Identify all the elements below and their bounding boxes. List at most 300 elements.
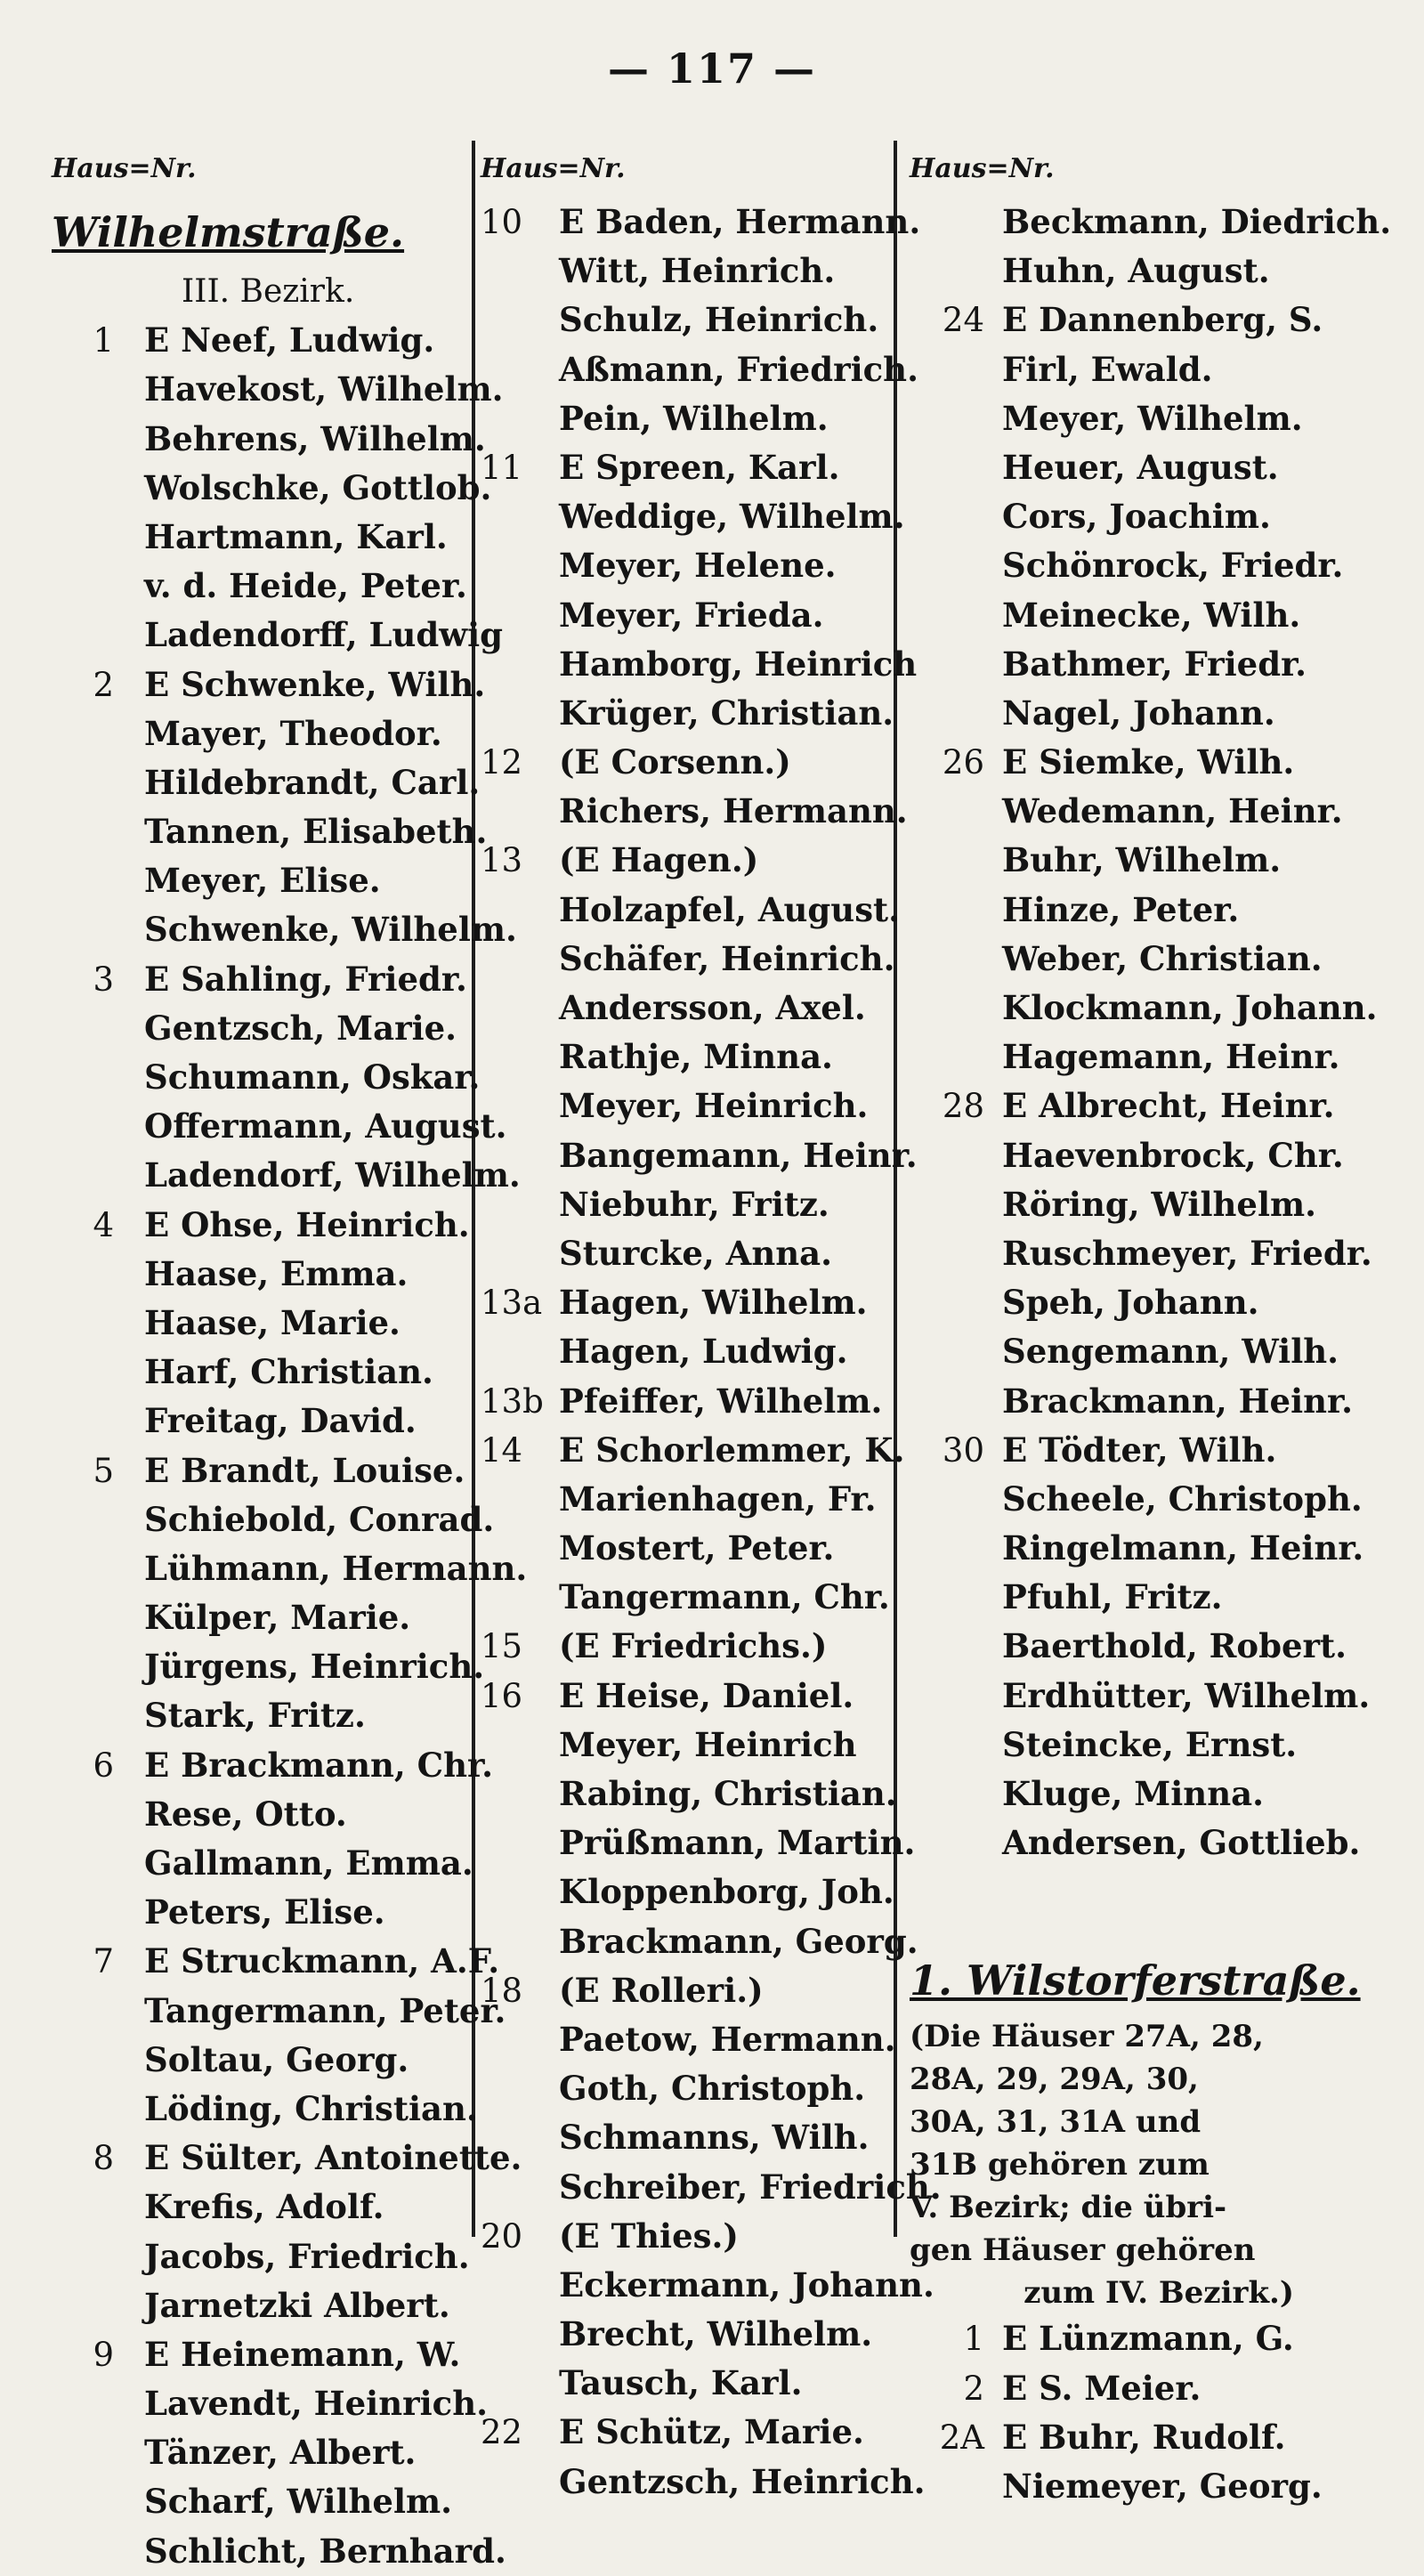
directory-entry bbox=[481, 2113, 897, 2162]
resident-name: E Buhr, Rudolf. bbox=[1002, 2417, 1286, 2457]
resident-name: E Sahling, Friedr. bbox=[144, 959, 467, 999]
resident-name: Witt, Heinrich. bbox=[559, 251, 836, 291]
house-number: 13 bbox=[481, 841, 523, 880]
resident-name: Wolschke, Gottlob. bbox=[144, 467, 492, 507]
resident-name: Niebuhr, Fritz. bbox=[559, 1184, 829, 1224]
directory-entry bbox=[52, 365, 504, 414]
resident-name: Stark, Fritz. bbox=[144, 1696, 366, 1736]
resident-name: Schreiber, Friedrich. bbox=[559, 2167, 942, 2207]
directory-entry bbox=[910, 640, 1408, 689]
directory-entry bbox=[52, 2085, 477, 2134]
note-line: V. Bezirk; die übri- bbox=[910, 2190, 1227, 2226]
directory-entry bbox=[481, 1721, 897, 1770]
resident-name: Andersson, Axel. bbox=[559, 988, 866, 1027]
resident-name: Goth, Christoph. bbox=[559, 2069, 866, 2109]
resident-name: Rathje, Minna. bbox=[559, 1037, 833, 1077]
resident-name: Schumann, Oskar. bbox=[144, 1057, 481, 1097]
directory-entry bbox=[52, 807, 488, 856]
resident-name: Prüßmann, Martin. bbox=[559, 1823, 916, 1863]
directory-entry bbox=[481, 2163, 942, 2212]
resident-name: Freitag, David. bbox=[144, 1401, 417, 1441]
directory-entry bbox=[481, 1475, 897, 1524]
directory-entry bbox=[910, 1573, 1408, 1622]
resident-name: Paetow, Hermann. bbox=[559, 2019, 896, 2059]
directory-entry bbox=[52, 1790, 477, 1839]
resident-name: Schlicht, Bernhard. bbox=[144, 2531, 506, 2571]
resident-name: Röring, Wilhelm. bbox=[1002, 1184, 1317, 1224]
house-number: 9 bbox=[93, 2335, 114, 2374]
resident-name: Kloppenborg, Joh. bbox=[559, 1872, 894, 1912]
directory-entry bbox=[52, 758, 481, 807]
directory-entry bbox=[481, 394, 897, 443]
resident-name: Peters, Elise. bbox=[144, 1892, 385, 1932]
section-gap bbox=[910, 1867, 1408, 1930]
resident-name: E Brackmann, Chr. bbox=[144, 1745, 494, 1785]
directory-entry bbox=[481, 198, 921, 247]
resident-name: Hamborg, Heinrich bbox=[559, 644, 918, 684]
resident-name: Huhn, August. bbox=[1002, 251, 1270, 291]
street-heading: 1. Wilstorferstraße. bbox=[910, 1956, 1361, 2005]
resident-name: Sturcke, Anna. bbox=[559, 1233, 833, 1273]
directory-entry bbox=[52, 905, 517, 954]
resident-name: E Siemke, Wilh. bbox=[1002, 742, 1295, 782]
resident-name: Krefis, Adolf. bbox=[144, 2187, 384, 2227]
street-note bbox=[910, 2015, 1408, 2314]
resident-name: Hartmann, Karl. bbox=[144, 516, 448, 556]
resident-name: Firl, Ewald. bbox=[1002, 349, 1213, 389]
directory-entry bbox=[910, 984, 1408, 1033]
house-number: 24 bbox=[942, 301, 984, 340]
resident-name: Meyer, Heinrich. bbox=[559, 1086, 869, 1126]
resident-name: Mayer, Theodor. bbox=[144, 713, 442, 753]
resident-name: Beckmann, Diedrich. bbox=[1002, 202, 1392, 241]
house-number: 13b bbox=[481, 1381, 544, 1421]
resident-name: Heuer, August. bbox=[1002, 447, 1279, 487]
resident-name: Rabing, Christian. bbox=[559, 1774, 897, 1813]
resident-name: Scheele, Christoph. bbox=[1002, 1478, 1363, 1519]
directory-entry bbox=[52, 464, 492, 513]
directory-entry bbox=[481, 1327, 897, 1376]
resident-name: (E Friedrichs.) bbox=[559, 1626, 828, 1666]
house-number: 22 bbox=[481, 2413, 523, 2452]
resident-name: E Neef, Ludwig. bbox=[144, 320, 435, 360]
resident-name: Bathmer, Friedr. bbox=[1002, 644, 1307, 684]
directory-entry bbox=[52, 1348, 477, 1397]
directory-entry bbox=[52, 2330, 477, 2379]
resident-name: Gentzsch, Marie. bbox=[144, 1008, 457, 1048]
directory-entry bbox=[52, 2428, 477, 2477]
directory-entry bbox=[910, 591, 1408, 640]
house-number: 1 bbox=[93, 321, 114, 360]
directory-entry bbox=[481, 1966, 897, 2015]
resident-name: Ladendorff, Ludwig bbox=[144, 615, 504, 655]
directory-entry bbox=[481, 1131, 918, 1180]
entry-list bbox=[910, 2314, 1408, 2511]
directory-entry bbox=[910, 1721, 1408, 1770]
directory-entry bbox=[481, 1917, 918, 1966]
house-number: 8 bbox=[93, 2139, 114, 2178]
directory-entry bbox=[910, 1278, 1408, 1327]
directory-entry bbox=[910, 541, 1408, 590]
note-line: 28A, 29, 29A, 30, bbox=[910, 2062, 1199, 2098]
directory-entry bbox=[910, 1033, 1408, 1081]
directory-entry bbox=[52, 856, 477, 905]
directory-entry bbox=[910, 345, 1408, 394]
directory-entry bbox=[52, 1102, 507, 1151]
resident-name: Hagen, Wilhelm. bbox=[559, 1283, 868, 1323]
directory-entry bbox=[52, 1888, 477, 1937]
resident-name: Tänzer, Albert. bbox=[144, 2433, 417, 2473]
directory-entry bbox=[910, 296, 1408, 344]
resident-name: E Sülter, Antoinette. bbox=[144, 2138, 522, 2178]
resident-name: Meyer, Helene. bbox=[559, 546, 837, 586]
directory-entry bbox=[910, 2413, 1408, 2462]
directory-entry bbox=[481, 689, 897, 738]
resident-name: E Heise, Daniel. bbox=[559, 1675, 854, 1715]
directory-entry bbox=[481, 1426, 905, 1475]
resident-name: Külper, Marie. bbox=[144, 1598, 411, 1638]
directory-entry bbox=[910, 1672, 1408, 1721]
directory-entry bbox=[52, 1987, 506, 2036]
resident-name: Jacobs, Friedrich. bbox=[144, 2236, 470, 2276]
resident-name: Haevenbrock, Chr. bbox=[1002, 1135, 1344, 1175]
resident-name: Tangermann, Peter. bbox=[144, 1990, 506, 2030]
resident-name: Soltau, Georg. bbox=[144, 2039, 409, 2079]
house-number: 26 bbox=[942, 743, 984, 782]
directory-entry bbox=[52, 2477, 477, 2526]
resident-name: Haase, Marie. bbox=[144, 1302, 400, 1342]
directory-entry bbox=[52, 660, 486, 709]
resident-name: E Dannenberg, S. bbox=[1002, 300, 1323, 340]
directory-entry bbox=[481, 1819, 916, 1867]
resident-name: v. d. Heide, Peter. bbox=[144, 566, 467, 606]
directory-entry bbox=[910, 198, 1408, 247]
resident-name: Baerthold, Robert. bbox=[1002, 1626, 1347, 1666]
directory-entry bbox=[481, 1278, 897, 1327]
column-header: Haus=Nr. bbox=[910, 153, 1055, 184]
note-line: zum IV. Bezirk.) bbox=[1024, 2275, 1294, 2312]
directory-entry bbox=[910, 1180, 1408, 1229]
entry-list bbox=[481, 198, 942, 2507]
resident-name: Ladendorf, Wilhelm. bbox=[144, 1155, 521, 1195]
note-line: (Die Häuser 27A, 28, bbox=[910, 2019, 1264, 2055]
house-number: 14 bbox=[481, 1430, 523, 1470]
directory-entry bbox=[52, 562, 477, 611]
resident-name: (E Corsenn.) bbox=[559, 742, 791, 782]
directory-entry bbox=[52, 2232, 477, 2281]
directory-entry bbox=[910, 492, 1408, 541]
resident-name: Gentzsch, Heinrich. bbox=[559, 2461, 926, 2501]
directory-entry bbox=[52, 1642, 485, 1691]
resident-name: Marienhagen, Fr. bbox=[559, 1478, 877, 1519]
directory-entry bbox=[910, 2314, 1408, 2363]
column-header: Haus=Nr. bbox=[481, 153, 626, 184]
directory-entry bbox=[910, 1229, 1408, 1278]
resident-name: Cors, Joachim. bbox=[1002, 497, 1271, 537]
directory-entry bbox=[910, 1377, 1408, 1426]
directory-entry bbox=[52, 2379, 488, 2428]
directory-entry bbox=[910, 886, 1408, 935]
resident-name: Nagel, Johann. bbox=[1002, 693, 1275, 733]
directory-entry bbox=[481, 984, 897, 1033]
house-number: 16 bbox=[481, 1676, 523, 1715]
note-line: 31B gehören zum bbox=[910, 2147, 1210, 2183]
house-number: 7 bbox=[93, 1942, 114, 1981]
resident-name: Mostert, Peter. bbox=[559, 1528, 835, 1568]
resident-name: E Spreen, Karl. bbox=[559, 447, 840, 487]
resident-name: Brecht, Wilhelm. bbox=[559, 2314, 873, 2354]
resident-name: Meyer, Frieda. bbox=[559, 595, 824, 635]
house-number: 28 bbox=[942, 1087, 984, 1126]
resident-name: Aßmann, Friedrich. bbox=[559, 349, 918, 389]
resident-name: Klockmann, Johann. bbox=[1002, 988, 1378, 1027]
resident-name: Lavendt, Heinrich. bbox=[144, 2384, 488, 2424]
house-number: 12 bbox=[481, 743, 523, 782]
resident-name: Meinecke, Wilh. bbox=[1002, 595, 1301, 635]
resident-name: Pfuhl, Fritz. bbox=[1002, 1577, 1223, 1617]
resident-name: E Schwenke, Wilh. bbox=[144, 664, 486, 704]
directory-entry bbox=[481, 1033, 897, 1081]
resident-name: Schwenke, Wilhelm. bbox=[144, 910, 517, 950]
resident-name: Richers, Hermann. bbox=[559, 791, 908, 831]
resident-name: E Baden, Hermann. bbox=[559, 202, 921, 241]
resident-name: E Struckmann, A.F. bbox=[144, 1941, 500, 1981]
resident-name: Havekost, Wilhelm. bbox=[144, 369, 504, 409]
resident-name: Holzapfel, August. bbox=[559, 889, 901, 929]
directory-entry bbox=[910, 689, 1408, 738]
directory-entry bbox=[52, 2527, 506, 2576]
resident-name: Behrens, Wilhelm. bbox=[144, 418, 486, 458]
resident-name: Schönrock, Friedr. bbox=[1002, 546, 1344, 586]
directory-entry bbox=[481, 640, 918, 689]
note-line: 30A, 31, 31A und bbox=[910, 2104, 1202, 2141]
directory-entry bbox=[52, 513, 477, 562]
resident-name: Scharf, Wilhelm. bbox=[144, 2482, 453, 2522]
directory-entry bbox=[52, 1446, 477, 1495]
resident-name: Hildebrandt, Carl. bbox=[144, 762, 481, 802]
directory-entry bbox=[910, 1426, 1408, 1475]
column-3 bbox=[910, 141, 1408, 2511]
resident-name: (E Thies.) bbox=[559, 2216, 739, 2256]
resident-name: E Schorlemmer, K. bbox=[559, 1430, 905, 1470]
directory-entry bbox=[910, 738, 1408, 787]
resident-name: Haase, Emma. bbox=[144, 1253, 409, 1293]
directory-entry bbox=[481, 1573, 897, 1622]
house-number: 30 bbox=[942, 1430, 984, 1470]
resident-name: E Heinemann, W. bbox=[144, 2334, 461, 2374]
directory-entry bbox=[52, 1839, 477, 1888]
resident-name: Löding, Christian. bbox=[144, 2088, 478, 2128]
resident-name: Pfeiffer, Wilhelm. bbox=[559, 1381, 883, 1421]
resident-name: Hagen, Ludwig. bbox=[559, 1332, 848, 1372]
resident-name: Eckermann, Johann. bbox=[559, 2264, 934, 2305]
resident-name: Wedemann, Heinr. bbox=[1002, 791, 1343, 831]
resident-name: Weddige, Wilhelm. bbox=[559, 497, 905, 537]
house-number: 18 bbox=[481, 1971, 523, 2010]
house-number: 10 bbox=[481, 203, 523, 241]
directory-entry bbox=[52, 955, 477, 1004]
resident-name: E Albrecht, Heinr. bbox=[1002, 1086, 1335, 1126]
resident-name: Hagemann, Heinr. bbox=[1002, 1037, 1340, 1077]
resident-name: Erdhütter, Wilhelm. bbox=[1002, 1675, 1371, 1715]
house-number: 1 bbox=[963, 2320, 984, 2359]
directory-entry bbox=[52, 2134, 522, 2183]
resident-name: Schiebold, Conrad. bbox=[144, 1499, 495, 1539]
directory-entry bbox=[52, 316, 477, 365]
house-number: 20 bbox=[481, 2216, 523, 2256]
directory-entry bbox=[910, 1622, 1408, 1671]
directory-entry bbox=[481, 296, 897, 344]
directory-entry bbox=[910, 1131, 1408, 1180]
resident-name: Meyer, Heinrich bbox=[559, 1724, 857, 1764]
resident-name: E Lünzmann, G. bbox=[1002, 2319, 1294, 2359]
resident-name: E Schütz, Marie. bbox=[559, 2412, 864, 2452]
resident-name: Andersen, Gottlieb. bbox=[1002, 1823, 1361, 1863]
directory-entry bbox=[481, 1180, 897, 1229]
directory-entry bbox=[52, 1544, 528, 1593]
directory-entry bbox=[52, 2281, 477, 2330]
directory-entry bbox=[910, 394, 1408, 443]
house-number: 2 bbox=[93, 665, 114, 704]
resident-name: Tangermann, Chr. bbox=[559, 1577, 890, 1617]
directory-entry bbox=[910, 1819, 1408, 1867]
house-number: 3 bbox=[93, 960, 114, 999]
resident-name: Sengemann, Wilh. bbox=[1002, 1332, 1339, 1372]
directory-entry bbox=[481, 2064, 897, 2113]
resident-name: E S. Meier. bbox=[1002, 2368, 1202, 2408]
resident-name: Schmanns, Wilh. bbox=[559, 2118, 870, 2158]
house-number: 2A bbox=[939, 2418, 984, 2457]
street-heading: Wilhelmstraße. bbox=[52, 208, 405, 256]
resident-name: Schäfer, Heinrich. bbox=[559, 938, 895, 978]
house-number: 13a bbox=[481, 1284, 543, 1323]
directory-entry bbox=[910, 1327, 1408, 1376]
directory-entry bbox=[52, 1004, 477, 1053]
directory-entry bbox=[481, 2212, 897, 2261]
directory-entry bbox=[481, 1672, 897, 1721]
resident-name: E Ohse, Heinrich. bbox=[144, 1204, 470, 1244]
resident-name: Niemeyer, Georg. bbox=[1002, 2466, 1323, 2506]
directory-entry bbox=[910, 1081, 1408, 1130]
directory-entry bbox=[481, 1770, 897, 1819]
note-line: gen Häuser gehören bbox=[910, 2232, 1256, 2269]
resident-name: Rese, Otto. bbox=[144, 1794, 347, 1834]
directory-entry bbox=[481, 492, 905, 541]
directory-entry bbox=[481, 345, 918, 394]
directory-entry bbox=[481, 2458, 926, 2507]
directory-entry bbox=[910, 935, 1408, 984]
resident-name: Schulz, Heinrich. bbox=[559, 300, 879, 340]
directory-entry bbox=[481, 2261, 934, 2310]
directory-entry bbox=[52, 1299, 477, 1348]
column-header: Haus=Nr. bbox=[52, 153, 197, 184]
resident-name: Lühmann, Hermann. bbox=[144, 1548, 528, 1588]
resident-name: Offermann, August. bbox=[144, 1106, 507, 1146]
directory-entry bbox=[481, 2310, 897, 2359]
resident-name: Speh, Johann. bbox=[1002, 1283, 1259, 1323]
resident-name: Brackmann, Heinr. bbox=[1002, 1381, 1354, 1421]
resident-name: E Tödter, Wilh. bbox=[1002, 1430, 1277, 1470]
directory-entry bbox=[910, 1524, 1408, 1573]
house-number: 15 bbox=[481, 1627, 523, 1666]
directory-entry bbox=[481, 1622, 897, 1671]
directory-entry bbox=[52, 2036, 477, 2085]
resident-name: (E Hagen.) bbox=[559, 840, 759, 880]
directory-entry bbox=[481, 738, 897, 787]
directory-entry bbox=[52, 415, 486, 464]
resident-name: Hinze, Peter. bbox=[1002, 889, 1240, 929]
directory-entry bbox=[910, 787, 1408, 836]
directory-entry bbox=[481, 2408, 897, 2457]
directory-entry bbox=[481, 1524, 897, 1573]
directory-entry bbox=[52, 1741, 494, 1790]
house-number: 2 bbox=[963, 2369, 984, 2408]
resident-name: Pein, Wilhelm. bbox=[559, 398, 829, 438]
directory-entry bbox=[481, 836, 897, 885]
resident-name: Harf, Christian. bbox=[144, 1352, 433, 1392]
resident-name: Gallmann, Emma. bbox=[144, 1843, 473, 1883]
directory-entry bbox=[910, 2462, 1408, 2511]
resident-name: Meyer, Elise. bbox=[144, 861, 381, 901]
directory-entry bbox=[481, 443, 897, 492]
directory-entry bbox=[481, 787, 908, 836]
directory-entry bbox=[481, 591, 897, 640]
resident-name: Weber, Christian. bbox=[1002, 938, 1323, 978]
directory-entry bbox=[52, 1397, 477, 1446]
directory-entry bbox=[52, 1053, 481, 1102]
resident-name: Tannen, Elisabeth. bbox=[144, 812, 488, 852]
district-label: III. Bezirk. bbox=[182, 273, 355, 310]
directory-entry bbox=[481, 2015, 897, 2064]
directory-entry bbox=[910, 443, 1408, 492]
directory-entry bbox=[481, 247, 897, 296]
resident-name: Tausch, Karl. bbox=[559, 2363, 803, 2403]
directory-entry bbox=[481, 1081, 897, 1130]
directory-entry bbox=[52, 1495, 495, 1544]
directory-entry bbox=[52, 709, 477, 758]
house-number: 5 bbox=[93, 1451, 114, 1490]
resident-name: Jarnetzki Albert. bbox=[144, 2285, 450, 2325]
directory-entry bbox=[481, 1229, 897, 1278]
directory-entry bbox=[481, 1867, 897, 1916]
directory-entry bbox=[52, 1201, 477, 1250]
resident-name: Steincke, Ernst. bbox=[1002, 1724, 1298, 1764]
entry-list bbox=[910, 198, 1408, 1867]
resident-name: Ruschmeyer, Friedr. bbox=[1002, 1233, 1372, 1273]
resident-name: (E Rolleri.) bbox=[559, 1970, 764, 2010]
directory-entry bbox=[52, 1250, 477, 1299]
directory-entry bbox=[52, 1593, 477, 1642]
directory-entry bbox=[481, 541, 897, 590]
directory-entry bbox=[52, 611, 504, 660]
house-number: 4 bbox=[93, 1205, 114, 1244]
column-2 bbox=[481, 141, 942, 2507]
resident-name: Meyer, Wilhelm. bbox=[1002, 398, 1303, 438]
house-number: 11 bbox=[481, 448, 523, 487]
directory-entry bbox=[481, 935, 897, 984]
directory-entry bbox=[481, 886, 901, 935]
resident-name: Brackmann, Georg. bbox=[559, 1921, 918, 1961]
directory-entry bbox=[481, 1377, 897, 1426]
directory-entry bbox=[910, 1770, 1408, 1819]
directory-entry bbox=[52, 2183, 477, 2232]
resident-name: Jürgens, Heinrich. bbox=[144, 1647, 485, 1687]
directory-entry bbox=[910, 2364, 1408, 2413]
resident-name: Kluge, Minna. bbox=[1002, 1774, 1264, 1813]
page-number: — 117 — bbox=[607, 45, 817, 93]
directory-entry bbox=[481, 2359, 897, 2408]
resident-name: Bangemann, Heinr. bbox=[559, 1135, 918, 1175]
